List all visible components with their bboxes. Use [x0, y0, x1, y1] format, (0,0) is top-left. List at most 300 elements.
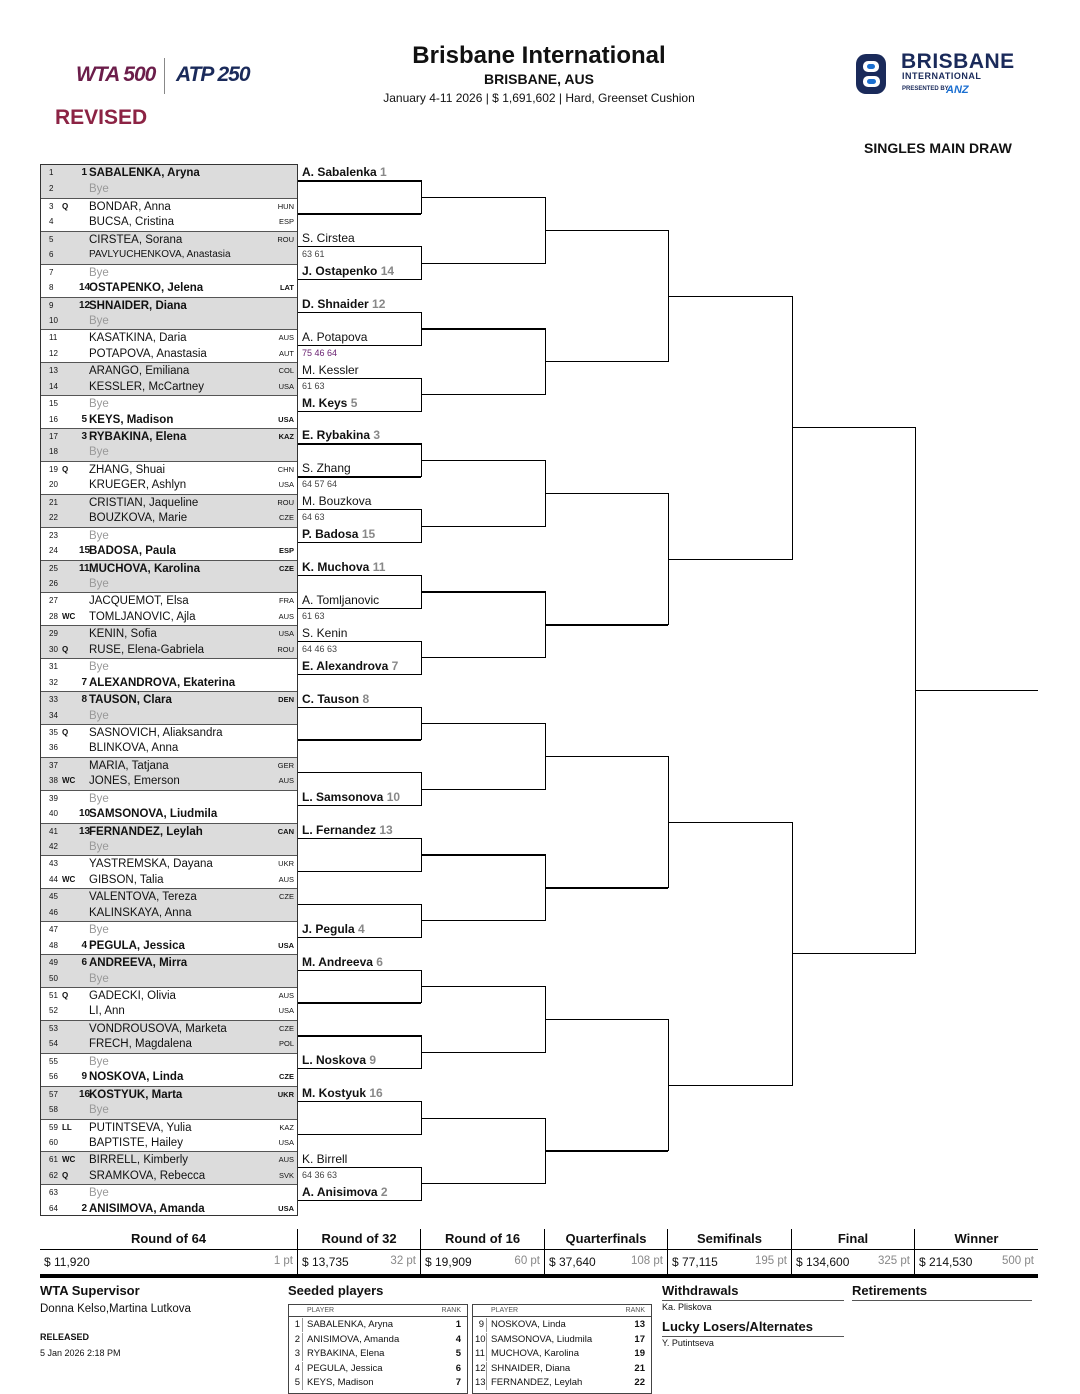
- bracket-line: [298, 641, 421, 642]
- revised-label: REVISED: [55, 106, 148, 129]
- seed-number: 12: [79, 299, 91, 311]
- nationality: KAZ: [278, 432, 294, 442]
- bracket-line: [298, 805, 421, 806]
- bracket-line: [421, 1167, 422, 1201]
- r32-player: [302, 461, 351, 475]
- draw-row: [41, 428, 297, 444]
- draw-row: [41, 329, 297, 345]
- brand-presented-by: PRESENTED BY: [902, 86, 949, 92]
- draw-position: 30: [49, 644, 58, 654]
- seed-number: 8: [81, 694, 87, 706]
- match-score: 64 46 63: [302, 643, 338, 654]
- prize-cell: [792, 1229, 915, 1277]
- seed-index: 4: [291, 1362, 303, 1376]
- r32-player: [302, 330, 367, 344]
- prize-money: $ 37,640: [549, 1255, 596, 1269]
- seed-row: [473, 1333, 651, 1348]
- bracket-line: [298, 246, 421, 247]
- player-name: JONES, Emerson: [89, 775, 180, 788]
- prize-divider: [915, 1249, 1038, 1250]
- nationality: AUS: [278, 776, 294, 786]
- seeded-table-right: [472, 1304, 652, 1394]
- withdrawals-list: Ka. Pliskova: [662, 1302, 712, 1312]
- r32-player-name: E. Rybakina: [302, 428, 371, 443]
- seed-index: 11: [475, 1347, 487, 1361]
- r32-player-name: A. Potapova: [302, 329, 368, 344]
- r32-seed: 12: [372, 296, 386, 311]
- r32-player: [302, 396, 357, 410]
- draw-position: 7: [49, 267, 54, 277]
- bracket-line: [421, 312, 422, 346]
- bracket-line: [298, 509, 421, 510]
- draw-position: 17: [49, 432, 58, 442]
- draw-position: 58: [49, 1105, 58, 1115]
- bracket-line: [298, 838, 421, 839]
- r32-player-name: L. Samsonova: [302, 790, 384, 805]
- r32-player: [302, 823, 393, 837]
- draw-position: 9: [49, 300, 54, 310]
- r32-player-name: M. Keys: [302, 395, 348, 410]
- seed-rank: 5: [455, 1348, 461, 1359]
- bracket-line: [298, 378, 421, 379]
- r32-seed: 4: [358, 921, 365, 936]
- seed-player: ANISIMOVA, Amanda: [307, 1333, 400, 1345]
- draw-position: 43: [49, 859, 58, 869]
- bracket-line: [298, 1035, 421, 1036]
- player-name: PAVLYUCHENKOVA, Anastasia: [89, 249, 231, 261]
- seed-rank: 21: [634, 1362, 645, 1374]
- player-name: Bye: [89, 661, 109, 674]
- bracket-line: [421, 1183, 545, 1184]
- r32-seed: 2: [380, 1184, 388, 1199]
- draw-position: 44: [49, 874, 58, 884]
- draw-position: 33: [49, 695, 58, 705]
- draw-position: 55: [49, 1056, 58, 1066]
- player-name: Bye: [89, 1187, 109, 1200]
- seed-row: [473, 1362, 651, 1377]
- player-name: SABALENKA, Aryna: [89, 167, 200, 179]
- released-label: RELEASED: [40, 1332, 90, 1342]
- bracket-line: [298, 937, 421, 938]
- draw-type-label: SINGLES MAIN DRAW: [864, 140, 1012, 156]
- r32-seed: 10: [386, 790, 401, 805]
- r32-player-name: A. Tomljanovic: [302, 592, 380, 607]
- nationality: CZE: [279, 1072, 294, 1082]
- tournament-location: BRISBANE, AUS: [484, 71, 594, 87]
- bracket-line: [298, 180, 421, 181]
- draw-position: 47: [49, 925, 58, 935]
- ranking-points: 108 pt: [631, 1255, 663, 1267]
- bracket-line: [421, 394, 545, 395]
- bracket-line: [298, 411, 421, 412]
- bracket-line: [421, 657, 545, 658]
- nationality: CZE: [279, 563, 294, 573]
- draw-row: [41, 165, 297, 181]
- draw-position: 6: [49, 250, 54, 260]
- draw-row: [41, 181, 297, 197]
- bracket-line: [668, 1085, 792, 1086]
- logo-divider: [164, 58, 165, 94]
- draw-row: [41, 708, 297, 724]
- entry-tag: WC: [62, 611, 76, 621]
- draw-position: 56: [49, 1072, 58, 1082]
- draw-row: [41, 477, 297, 493]
- draw-row: [41, 379, 297, 395]
- player-name: Bye: [89, 446, 109, 459]
- prize-money: $ 214,530: [919, 1255, 973, 1269]
- seed-player: RYBAKINA, Elena: [307, 1348, 385, 1359]
- seed-rank: 6: [455, 1362, 461, 1374]
- bracket-line: [421, 723, 545, 724]
- bracket-line: [298, 312, 421, 313]
- seed-rank: 4: [455, 1333, 461, 1345]
- player-name: KENIN, Sofia: [89, 628, 157, 641]
- draw-position: 53: [49, 1023, 58, 1033]
- bracket-line: [298, 1101, 421, 1102]
- player-name: KOSTYUK, Marta: [89, 1088, 183, 1101]
- r32-seed: 3: [373, 428, 381, 443]
- draw-row: [41, 806, 297, 822]
- seed-index: 9: [475, 1318, 487, 1332]
- r32-player-name: L. Fernandez: [302, 823, 377, 838]
- draw-position: 28: [49, 611, 58, 621]
- match-score: 64 57 64: [302, 479, 338, 490]
- sponsor-logo: ANZ: [946, 84, 969, 96]
- bracket-line: [792, 427, 915, 428]
- draw-row: [41, 1069, 297, 1085]
- r32-player-name: J. Ostapenko: [302, 264, 378, 279]
- player-name: Bye: [89, 709, 109, 722]
- nationality: SVK: [278, 1170, 294, 1180]
- draw-row: [41, 444, 297, 460]
- player-name: Bye: [89, 792, 109, 805]
- seed-index: 2: [291, 1333, 303, 1347]
- draw-position: 32: [49, 677, 58, 687]
- r32-player-name: S. Kenin: [302, 625, 348, 640]
- entry-tag: Q: [62, 201, 69, 211]
- draw-row: [41, 954, 297, 970]
- draw-position: 10: [49, 315, 58, 325]
- player-name: PUTINTSEVA, Yulia: [89, 1121, 192, 1134]
- nationality: USA: [278, 629, 294, 639]
- bracket-line: [421, 789, 545, 790]
- prize-money: $ 19,909: [425, 1255, 472, 1269]
- draw-position: 62: [49, 1170, 58, 1180]
- entry-tag: Q: [62, 991, 69, 1000]
- bracket-line: [668, 1019, 669, 1152]
- player-name: TOMLJANOVIC, Ajla: [89, 610, 196, 623]
- draw-row: [41, 625, 297, 641]
- player-name: Bye: [89, 314, 109, 327]
- nationality: ESP: [278, 546, 294, 556]
- draw-position: 42: [49, 842, 58, 852]
- bracket-line: [298, 707, 421, 708]
- tournament-details: January 4-11 2026 | $ 1,691,602 | Hard, Greenset Cushion: [383, 91, 695, 105]
- bracket-line: [545, 493, 668, 494]
- draw-row: [41, 740, 297, 756]
- player-name: PEGULA, Jessica: [89, 939, 185, 952]
- bracket-line: [545, 854, 546, 921]
- bracket-line: [421, 707, 422, 741]
- entry-tag: Q: [62, 464, 69, 474]
- player-name: BONDAR, Anna: [89, 200, 171, 213]
- bracket-line: [545, 624, 668, 625]
- entry-tag: WC: [62, 1155, 76, 1165]
- draw-row: [41, 823, 297, 839]
- r32-player-name: K. Muchova: [302, 560, 370, 574]
- bracket-line: [545, 328, 546, 395]
- bracket-line: [421, 378, 422, 412]
- player-name: Bye: [89, 578, 109, 590]
- nationality: AUS: [278, 333, 294, 343]
- bracket-line: [668, 756, 669, 889]
- seed-number: 2: [81, 1202, 87, 1214]
- nationality: ROU: [277, 234, 294, 244]
- draw-row: [41, 724, 297, 740]
- bracket-line: [668, 559, 792, 560]
- draw-position: 4: [49, 217, 54, 227]
- prize-money-table: [40, 1229, 1038, 1277]
- prize-money: $ 77,115: [672, 1255, 718, 1269]
- bracket-line: [668, 296, 792, 297]
- draw-row: [41, 214, 297, 230]
- bracket-line: [421, 460, 545, 461]
- r32-player-name: L. Noskova: [302, 1053, 367, 1068]
- brand-subtitle: INTERNATIONAL: [902, 71, 982, 81]
- nationality: COL: [278, 366, 294, 376]
- nationality: ROU: [277, 497, 294, 507]
- draw-row: [41, 592, 297, 608]
- seed-number: 14: [79, 282, 91, 294]
- r32-seed: 16: [369, 1086, 383, 1101]
- draw-position: 18: [49, 447, 58, 457]
- draw-position: 38: [49, 776, 58, 786]
- player-name: GIBSON, Talia: [89, 873, 164, 886]
- seed-index: 5: [291, 1376, 303, 1390]
- nationality: USA: [278, 480, 294, 490]
- r32-seed: 13: [379, 823, 393, 838]
- seed-index: 1: [291, 1318, 303, 1332]
- draw-row: [41, 1102, 297, 1118]
- nationality: USA: [278, 940, 294, 950]
- bracket-line: [792, 953, 915, 954]
- draw-position: 21: [49, 497, 58, 507]
- nationality: USA: [278, 1203, 294, 1213]
- bracket-line: [421, 328, 545, 329]
- bracket-line: [915, 690, 1038, 691]
- seed-player: SABALENKA, Aryna: [307, 1319, 394, 1330]
- player-name: SASNOVICH, Aliaksandra: [89, 726, 223, 739]
- draw-row: [41, 543, 297, 559]
- player-name: BIRRELL, Kimberly: [89, 1154, 189, 1167]
- draw-row: [41, 231, 297, 247]
- r32-player: [302, 231, 355, 245]
- supervisor-heading: WTA Supervisor: [40, 1283, 140, 1298]
- draw-position: 8: [49, 283, 54, 293]
- prize-divider: [298, 1249, 420, 1250]
- player-name: OSTAPENKO, Jelena: [89, 282, 204, 295]
- draw-position: 3: [49, 201, 54, 211]
- draw-position: 37: [49, 760, 58, 770]
- nationality: HUN: [277, 201, 294, 211]
- bracket-line: [298, 213, 421, 214]
- player-name: SHNAIDER, Diana: [89, 299, 187, 312]
- draw-position: 59: [49, 1122, 58, 1132]
- seed-player: NOSKOVA, Linda: [491, 1319, 566, 1330]
- seed-rank: 1: [455, 1319, 461, 1330]
- draw-position: 61: [49, 1155, 58, 1165]
- draw-row: [41, 872, 297, 888]
- bracket-line: [668, 822, 792, 823]
- draw-row: [41, 395, 297, 411]
- seed-row: [473, 1347, 651, 1362]
- seed-number: 6: [81, 957, 87, 969]
- draw-row: [41, 921, 297, 937]
- draw-row: [41, 905, 297, 921]
- draw-row: [41, 527, 297, 543]
- nationality: USA: [278, 414, 294, 424]
- seed-row: [289, 1333, 467, 1348]
- bracket-line: [298, 904, 421, 905]
- draw-position: 2: [49, 184, 54, 194]
- bracket-line: [545, 197, 546, 264]
- draw-row: [41, 675, 297, 691]
- nationality: UKR: [277, 1089, 294, 1099]
- bracket-line: [298, 772, 421, 773]
- seed-number: 7: [81, 676, 87, 688]
- supervisor-names: Donna Kelso,Martina Lutkova: [40, 1303, 191, 1315]
- bracket-line: [545, 1019, 668, 1020]
- player-name: FERNANDEZ, Leylah: [89, 825, 203, 838]
- bracket-line: [298, 575, 421, 576]
- r32-player-name: K. Birrell: [302, 1151, 348, 1166]
- bracket-line: [668, 493, 669, 626]
- player-name: KEYS, Madison: [89, 413, 174, 426]
- bracket-line: [298, 1068, 421, 1069]
- r32-player-name: S. Cirstea: [302, 231, 355, 246]
- seed-row: [289, 1376, 467, 1391]
- seed-number: 15: [79, 545, 91, 557]
- draw-position: 40: [49, 809, 58, 819]
- r32-seed: 8: [362, 691, 370, 706]
- retirements-underline: [852, 1300, 1032, 1301]
- player-name: SRAMKOVA, Rebecca: [89, 1169, 206, 1182]
- player-name: MARIA, Tatjana: [89, 759, 169, 772]
- ranking-points: 325 pt: [878, 1255, 910, 1267]
- prize-money: $ 11,920: [44, 1255, 90, 1269]
- bracket-line: [545, 887, 668, 888]
- entry-tag: Q: [62, 644, 69, 654]
- draw-row: [41, 280, 297, 296]
- draw-position: 48: [49, 940, 58, 950]
- nationality: USA: [278, 1006, 294, 1016]
- prize-money: $ 13,735: [302, 1255, 349, 1269]
- draw-row: [41, 264, 297, 280]
- r32-seed: 9: [369, 1053, 377, 1068]
- draw-position: 60: [49, 1137, 58, 1147]
- seed-index: 13: [475, 1377, 486, 1388]
- player-name: Bye: [89, 266, 109, 279]
- bracket-line: [545, 591, 546, 658]
- bracket-line: [421, 986, 545, 987]
- r32-player: [302, 1185, 388, 1199]
- draw-position: 41: [49, 826, 58, 836]
- player-name: BOUZKOVA, Marie: [89, 512, 188, 525]
- seed-number: 9: [81, 1071, 87, 1083]
- prize-cell: [545, 1229, 668, 1277]
- player-name: KALINSKAYA, Anna: [89, 906, 192, 919]
- r32-player: [302, 1053, 376, 1067]
- bracket-line: [421, 443, 422, 477]
- seed-header-player: PLAYER: [307, 1307, 335, 1314]
- r32-player-name: E. Alexandrova: [302, 658, 389, 673]
- prize-cell: [915, 1229, 1038, 1277]
- player-name: BUCSA, Cristina: [89, 216, 174, 229]
- seed-index: 10: [475, 1333, 486, 1345]
- bracket-line: [545, 1118, 546, 1185]
- draw-row: [41, 609, 297, 625]
- nationality: AUS: [278, 1155, 294, 1165]
- seed-index: 3: [291, 1347, 303, 1361]
- draw-row: [41, 576, 297, 592]
- released-date: 5 Jan 2026 2:18 PM: [40, 1348, 121, 1358]
- nationality: CHN: [277, 464, 294, 474]
- retirements-heading: Retirements: [852, 1283, 928, 1298]
- match-score: 64 63: [302, 512, 325, 523]
- draw-row: [41, 461, 297, 477]
- nationality: AUS: [278, 991, 294, 1000]
- draw-position: 51: [49, 991, 58, 1000]
- bracket-line: [792, 822, 793, 1086]
- nationality: CZE: [279, 1023, 294, 1033]
- player-name: KRUEGER, Ashlyn: [89, 479, 187, 492]
- r32-player: [302, 363, 359, 377]
- bracket-line: [545, 230, 668, 231]
- player-name: ZHANG, Shuai: [89, 463, 166, 476]
- r32-player: [302, 659, 398, 673]
- draw-row: [41, 1184, 297, 1200]
- draw-row: [41, 1036, 297, 1052]
- match-score: 61 63: [302, 610, 325, 621]
- seed-player: SHNAIDER, Diana: [491, 1362, 571, 1374]
- draw-row: [41, 773, 297, 789]
- draw-row: [41, 1119, 297, 1135]
- seed-row: [289, 1318, 467, 1333]
- player-name: YASTREMSKA, Dayana: [89, 858, 213, 871]
- ranking-points: 500 pt: [1002, 1255, 1034, 1267]
- draw-position: 35: [49, 727, 58, 737]
- bracket-line: [545, 756, 668, 757]
- draw-row: [41, 757, 297, 773]
- nationality: DEN: [278, 695, 294, 705]
- draw-position: 34: [49, 710, 58, 720]
- draw-row: [41, 412, 297, 428]
- r32-seed: 5: [350, 395, 358, 410]
- bracket-line: [298, 970, 421, 971]
- bracket-line: [545, 986, 546, 1053]
- nationality: CZE: [279, 892, 294, 902]
- seed-row: [473, 1318, 651, 1333]
- nationality: CAN: [277, 826, 294, 836]
- r32-player: [302, 297, 385, 311]
- nationality: USA: [278, 381, 294, 391]
- r32-player-name: P. Badosa: [302, 527, 359, 542]
- player-name: GADECKI, Olivia: [89, 990, 176, 1002]
- r32-seed: 7: [391, 658, 399, 673]
- draw-position: 24: [49, 546, 58, 556]
- seed-header-player: PLAYER: [491, 1307, 519, 1314]
- draw-position: 31: [49, 662, 58, 672]
